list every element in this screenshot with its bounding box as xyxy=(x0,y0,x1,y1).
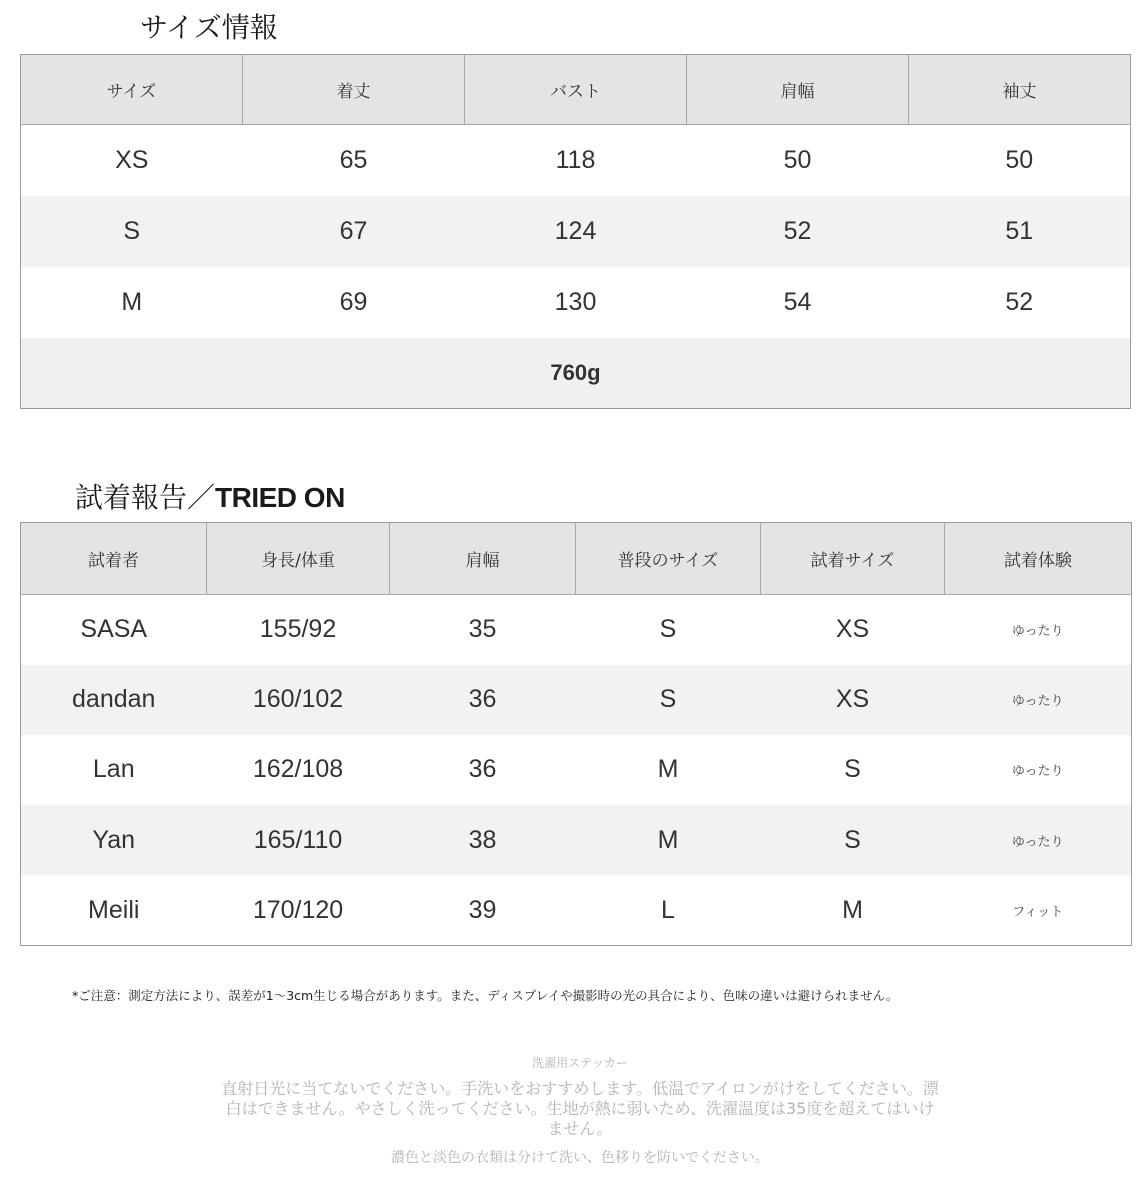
cell-shoulder: 38 xyxy=(390,805,576,875)
cell-fit: ゆったり xyxy=(945,665,1132,735)
cell-usual-size: S xyxy=(576,595,761,665)
cell-tester: SASA xyxy=(21,595,207,665)
table-row xyxy=(21,267,1131,338)
cell-shoulder: 36 xyxy=(390,665,576,735)
measurement-notice: *ご注意：測定方法により、誤差が1～3cm生じる場合があります。また、ディスプレイや撮影時の光の具合により、色味の違いは避けられません。 xyxy=(72,988,899,1003)
cell-height-weight: 155/92 xyxy=(207,595,390,665)
cell-shoulder: 54 xyxy=(687,267,909,338)
cell-height-weight: 170/120 xyxy=(207,875,390,945)
cell-bust: 130 xyxy=(465,267,687,338)
cell-length: 65 xyxy=(243,125,465,196)
washing-body: 直射日光に当てないでください。手洗いをおすすめします。低温でアイロンがけをしてください。漂白はできません。やさしく洗ってください。生地が熱に弱いため、洗濯温度は35度を超えてはいけません。 xyxy=(221,1079,939,1138)
cell-tester: Lan xyxy=(21,735,207,805)
header-usual-size: 普段のサイズ xyxy=(576,523,761,595)
weight-value: 760g xyxy=(21,338,1131,409)
table-row xyxy=(21,875,1132,945)
cell-bust: 124 xyxy=(465,196,687,267)
cell-tried-size: S xyxy=(761,805,945,875)
cell-size: M xyxy=(21,267,243,338)
header-tried-size: 試着サイズ xyxy=(761,523,945,595)
header-size: サイズ xyxy=(21,55,243,125)
cell-length: 67 xyxy=(243,196,465,267)
table-row xyxy=(21,595,1132,665)
cell-usual-size: M xyxy=(576,805,761,875)
cell-shoulder: 39 xyxy=(390,875,576,945)
cell-usual-size: M xyxy=(576,735,761,805)
cell-height-weight: 165/110 xyxy=(207,805,390,875)
cell-size: XS xyxy=(21,125,243,196)
tried-on-title xyxy=(75,476,345,516)
header-length: 着丈 xyxy=(243,55,465,125)
cell-tried-size: M xyxy=(761,875,945,945)
header-fit-experience: 試着体験 xyxy=(945,523,1132,595)
cell-shoulder: 36 xyxy=(390,735,576,805)
header-tester: 試着者 xyxy=(21,523,207,595)
cell-tried-size: XS xyxy=(761,595,945,665)
cell-height-weight: 162/108 xyxy=(207,735,390,805)
washing-instructions xyxy=(220,1054,940,1167)
cell-fit: ゆったり xyxy=(945,805,1132,875)
washing-footer: 濃色と淡色の衣類は分けて洗い、色移りを防いでください。 xyxy=(391,1150,769,1166)
cell-fit: ゆったり xyxy=(945,595,1132,665)
header-shoulder: 肩幅 xyxy=(390,523,576,595)
cell-tester: dandan xyxy=(21,665,207,735)
washing-title: 洗濯用ステッカー xyxy=(532,1056,628,1070)
cell-shoulder: 35 xyxy=(390,595,576,665)
cell-fit: ゆったり xyxy=(945,735,1132,805)
weight-row xyxy=(21,338,1131,409)
table-row xyxy=(21,125,1131,196)
header-shoulder: 肩幅 xyxy=(687,55,909,125)
table-row xyxy=(21,805,1132,875)
cell-tried-size: S xyxy=(761,735,945,805)
table-row xyxy=(21,196,1131,267)
header-height-weight: 身長/体重 xyxy=(207,523,390,595)
tried-on-table xyxy=(20,522,1132,946)
cell-size: S xyxy=(21,196,243,267)
cell-height-weight: 160/102 xyxy=(207,665,390,735)
table-row xyxy=(21,735,1132,805)
header-sleeve: 袖丈 xyxy=(909,55,1131,125)
cell-tester: Meili xyxy=(21,875,207,945)
table-row xyxy=(21,665,1132,735)
cell-sleeve: 50 xyxy=(909,125,1131,196)
header-bust: バスト xyxy=(465,55,687,125)
size-table-header-row xyxy=(21,55,1131,125)
size-info-title: サイズ情報 xyxy=(140,11,278,44)
cell-usual-size: L xyxy=(576,875,761,945)
tried-on-title-jp: 試着報告／ xyxy=(75,481,216,514)
cell-sleeve: 51 xyxy=(909,196,1131,267)
cell-length: 69 xyxy=(243,267,465,338)
cell-usual-size: S xyxy=(576,665,761,735)
cell-shoulder: 52 xyxy=(687,196,909,267)
cell-shoulder: 50 xyxy=(687,125,909,196)
tried-on-title-en: TRIED ON xyxy=(215,482,345,513)
cell-fit: フィット xyxy=(945,875,1132,945)
cell-sleeve: 52 xyxy=(909,267,1131,338)
tried-table-header-row xyxy=(21,523,1132,595)
cell-tried-size: XS xyxy=(761,665,945,735)
cell-tester: Yan xyxy=(21,805,207,875)
size-table xyxy=(20,54,1131,409)
cell-bust: 118 xyxy=(465,125,687,196)
